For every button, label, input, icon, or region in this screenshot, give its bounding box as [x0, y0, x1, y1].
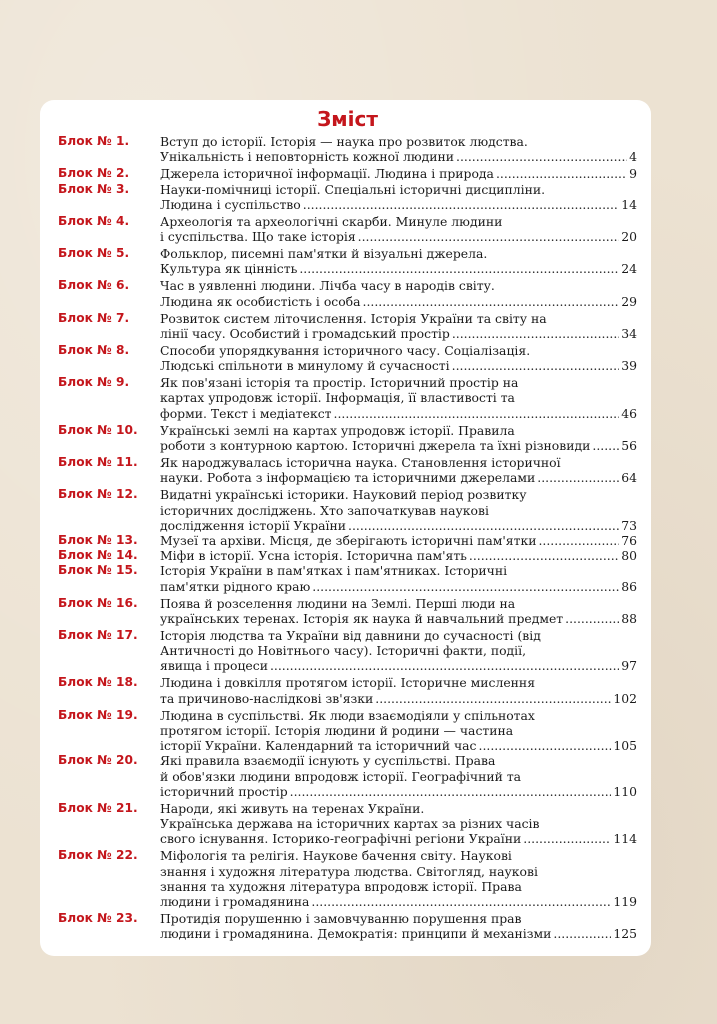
- toc-block-label: Блок № 16.: [58, 595, 138, 610]
- toc-entry-line-text: пам'ятки рідного краю: [160, 578, 311, 594]
- toc-entry-line: Як пов'язані історія та простір. Історичний простір на: [160, 375, 519, 391]
- toc-entry-line: знання та художня література впродовж історії. Права: [160, 878, 522, 894]
- toc-entry-last-line: [160, 438, 637, 453]
- toc-entry-line: Поява й розселення людини на Землі. Перші люди на: [160, 595, 516, 611]
- page-number: 110: [613, 783, 637, 799]
- toc-entry-text: [160, 246, 637, 276]
- toc-entry-line: Археологія та археологічні скарби. Минуле людини: [160, 213, 503, 229]
- toc-entry-line-text: Джерела історичної інформації. Людина і природа: [160, 166, 494, 182]
- toc-entry-text: [160, 801, 637, 847]
- toc-entry-line-text: Людина як особистість і особа: [160, 293, 361, 309]
- toc-entry-line: Історія України в пам'ятках і пам'ятниках. Історичні: [160, 563, 508, 579]
- toc-entry-line: Міфологія та релігія. Наукове бачення світу. Наукові: [160, 848, 512, 864]
- toc-entry-line-text: Людські спільноти в минулому й сучасності: [160, 358, 450, 374]
- toc-entry-text: [160, 911, 637, 941]
- toc-block-label: Блок № 22.: [58, 848, 138, 863]
- dot-leader: [538, 533, 619, 548]
- toc-block-label: Блок № 5.: [58, 246, 130, 261]
- page-number: 39: [621, 358, 637, 374]
- dot-leader: [311, 894, 611, 909]
- toc-entry: [58, 182, 637, 212]
- toc-entry-text: [160, 311, 637, 341]
- toc-entry-last-line: [160, 149, 637, 164]
- page-number: 34: [621, 325, 637, 341]
- toc-block-label: Блок № 11.: [58, 455, 138, 470]
- dot-leader: [363, 294, 620, 309]
- toc-block-label: Блок № 3.: [58, 181, 130, 196]
- toc-entry-line: історичних досліджень. Хто започаткував наукові: [160, 502, 489, 518]
- toc-entry: [58, 628, 637, 674]
- page-title: Зміст: [317, 107, 378, 131]
- toc-entry: [58, 563, 637, 593]
- toc-entry-line-text: історичний простір: [160, 783, 288, 799]
- toc-block-label: Блок № 4.: [58, 213, 130, 228]
- toc-entry: [58, 848, 637, 909]
- dot-leader: [348, 518, 619, 533]
- toc-entry-line-text: Культура як цінність: [160, 261, 298, 277]
- toc-entry-last-line: [160, 926, 637, 941]
- dot-leader: [565, 611, 619, 626]
- toc-block-label: Блок № 12.: [58, 487, 138, 502]
- toc-entry-text: [160, 487, 637, 533]
- toc-entry-last-line: [160, 548, 637, 563]
- toc-entry-line: протягом історії. Історія людини й родини — частина: [160, 722, 514, 738]
- toc-entry-last-line: [160, 261, 637, 276]
- toc-entry: [58, 801, 637, 847]
- toc-block-label: Блок № 19.: [58, 707, 138, 722]
- toc-block-label: Блок № 14.: [58, 548, 138, 563]
- toc-entry-line: Фольклор, писемні пам'ятки й візуальні джерела.: [160, 246, 488, 262]
- page-number: 119: [613, 894, 637, 909]
- toc-entry: [58, 343, 637, 373]
- page-number: 80: [621, 548, 637, 564]
- toc-entry-line: Людина і довкілля протягом історії. Історичне мислення: [160, 675, 536, 691]
- page-number: 64: [621, 470, 637, 486]
- page-number: 102: [613, 690, 637, 706]
- toc-entry: [58, 423, 637, 453]
- toc-entry-line-text: людини і громадянина. Демократія: принципи й механізми: [160, 926, 552, 942]
- toc-entry: [58, 246, 637, 276]
- toc-entry-line-text: і суспільства. Що таке історія: [160, 229, 356, 244]
- toc-entry-line: й обов'язки людини впродовж історії. Географічний та: [160, 768, 522, 784]
- toc-entry: [58, 753, 637, 799]
- page-number: 9: [629, 166, 637, 182]
- toc-entry-last-line: [160, 470, 637, 485]
- toc-block-label: Блок № 20.: [58, 753, 138, 768]
- toc-entry: [58, 214, 637, 244]
- toc-block-label: Блок № 8.: [58, 342, 130, 357]
- toc-block-label: Блок № 13.: [58, 532, 138, 547]
- dot-leader: [537, 470, 619, 485]
- dot-leader: [375, 691, 611, 706]
- toc-entry-line-text: явища і процеси: [160, 658, 268, 674]
- toc-entry: [58, 375, 637, 421]
- dot-leader: [452, 326, 619, 341]
- toc-block-label: Блок № 21.: [58, 800, 138, 815]
- toc-entry-last-line: [160, 197, 637, 212]
- page-number: 125: [613, 926, 637, 942]
- toc-list: [58, 134, 637, 942]
- toc-entry-last-line: [160, 691, 637, 706]
- toc-entry: [58, 911, 637, 941]
- toc-entry-line: Розвиток систем літочислення. Історія України та світу на: [160, 310, 547, 326]
- toc-entry-last-line: [160, 831, 637, 846]
- toc-entry-text: [160, 708, 637, 754]
- dot-leader: [303, 197, 619, 212]
- toc-entry-last-line: [160, 294, 637, 309]
- toc-entry: [58, 166, 637, 181]
- toc-entry-last-line: [160, 406, 637, 421]
- toc-entry: [58, 455, 637, 485]
- toc-entry-text: [160, 343, 637, 373]
- toc-entry-line: Час в уявленні людини. Лічба часу в народів світу.: [160, 278, 495, 294]
- page-number: 105: [613, 738, 637, 754]
- toc-block-label: Блок № 2.: [58, 166, 130, 181]
- toc-entry-last-line: [160, 326, 637, 341]
- toc-entry-text: [160, 423, 637, 453]
- dot-leader: [523, 831, 611, 846]
- toc-entry-last-line: [160, 166, 637, 181]
- toc-entry-text: [160, 278, 637, 308]
- page-number: 76: [621, 532, 637, 548]
- toc-entry: [58, 675, 637, 705]
- toc-entry-text: [160, 533, 637, 548]
- toc-entry-line-text: людини і громадянина: [160, 894, 310, 909]
- page-number: 73: [621, 517, 637, 533]
- dot-leader: [312, 579, 619, 594]
- toc-block-label: Блок № 6.: [58, 278, 130, 293]
- toc-entry-line: знання і художня література людства. Світогляд, наукові: [160, 863, 538, 879]
- dot-leader: [592, 438, 619, 453]
- toc-block-label: Блок № 1.: [58, 134, 130, 148]
- toc-entry-line: картах упродовж історії. Інформація, її властивості та: [160, 390, 515, 406]
- toc-entry-text: [160, 134, 637, 164]
- toc-entry-text: [160, 548, 637, 563]
- toc-entry-text: [160, 675, 637, 705]
- toc-entry-last-line: [160, 518, 637, 533]
- toc-entry: [58, 134, 637, 164]
- toc-entry-last-line: [160, 738, 637, 753]
- toc-entry-line: Як народжувалась історична наука. Становлення історичної: [160, 455, 561, 471]
- dot-leader: [456, 149, 627, 164]
- toc-entry-line-text: свого існування. Історико-географічні регіони України: [160, 831, 522, 847]
- page-number: 46: [621, 405, 637, 421]
- toc-entry-last-line: [160, 894, 637, 909]
- toc-entry-last-line: [160, 533, 637, 548]
- toc-entry-last-line: [160, 611, 637, 626]
- toc-entry-line: Способи упорядкування історичного часу. Соціалізація.: [160, 342, 531, 358]
- dot-leader: [479, 738, 612, 753]
- toc-entry-line: Вступ до історії. Історія — наука про розвиток людства.: [160, 134, 528, 149]
- toc-entry-text: [160, 214, 637, 244]
- toc-entry: [58, 487, 637, 533]
- toc-entry-line: Античності до Новітнього часу). Історичні факти, події,: [160, 643, 527, 659]
- toc-entry-last-line: [160, 579, 637, 594]
- dot-leader: [452, 358, 620, 373]
- toc-entry-line-text: науки. Робота з інформацією та історичними джерелами: [160, 470, 536, 486]
- toc-entry-line-text: історії України. Календарний та історичний час: [160, 738, 477, 754]
- toc-entry-text: [160, 848, 637, 909]
- toc-entry-line: Історія людства та України від давнини до сучасності (від: [160, 627, 541, 643]
- toc-entry-last-line: [160, 658, 637, 673]
- dot-leader: [496, 166, 627, 181]
- toc-entry-line-text: Музеї та архіви. Місця, де зберігають історичні пам'ятки: [160, 532, 537, 548]
- toc-entry-line-text: та причиново-наслідкові зв'язки: [160, 690, 374, 706]
- toc-entry-text: [160, 563, 637, 593]
- dot-leader: [358, 229, 620, 244]
- toc-entry-text: [160, 753, 637, 799]
- toc-entry-text: [160, 166, 637, 181]
- toc-block-label: Блок № 7.: [58, 310, 130, 325]
- toc-entry: [58, 708, 637, 754]
- toc-entry-line: Видатні українські історики. Науковий період розвитку: [160, 487, 527, 503]
- toc-entry-last-line: [160, 358, 637, 373]
- toc-block-label: Блок № 9.: [58, 375, 130, 390]
- toc-entry-text: [160, 182, 637, 212]
- page-number: 114: [613, 831, 637, 847]
- toc-entry-last-line: [160, 229, 637, 244]
- toc-entry-line-text: лінії часу. Особистий і громадський простір: [160, 325, 450, 341]
- page-number: 24: [621, 261, 637, 277]
- toc-entry-text: [160, 628, 637, 674]
- dot-leader: [290, 784, 612, 799]
- toc-entry-line-text: українських теренах. Історія як наука й навчальний предмет: [160, 610, 564, 626]
- toc-entry: [58, 311, 637, 341]
- toc-entry-line-text: роботи з контурною картою. Історичні джерела та їхні різновиди: [160, 437, 591, 453]
- toc-entry-line-text: Людина і суспільство: [160, 196, 301, 212]
- toc-entry-line: Протидія порушенню і замовчуванню порушення прав: [160, 911, 522, 927]
- page-number: 20: [621, 229, 637, 244]
- page-number: 97: [621, 658, 637, 674]
- toc-block-label: Блок № 15.: [58, 563, 138, 578]
- dot-leader: [334, 406, 620, 421]
- toc-entry-line: Українські землі на картах упродовж історії. Правила: [160, 422, 515, 438]
- toc-block-label: Блок № 18.: [58, 675, 138, 690]
- toc-entry-line-text: Унікальність і неповторність кожної людини: [160, 149, 455, 165]
- page-number: 29: [621, 293, 637, 309]
- toc-entry-line: Науки-помічниці історії. Спеціальні історичні дисципліни.: [160, 181, 546, 197]
- toc-entry-line-text: дослідження історії України: [160, 517, 347, 533]
- toc-entry-text: [160, 596, 637, 626]
- toc-entry-line: Людина в суспільстві. Як люди взаємодіяли у спільнотах: [160, 707, 535, 723]
- toc-block-label: Блок № 17.: [58, 627, 138, 642]
- toc-entry: [58, 278, 637, 308]
- page-number: 56: [621, 437, 637, 453]
- dot-leader: [469, 548, 619, 563]
- toc-entry-line: Які правила взаємодії існують у суспільстві. Права: [160, 753, 496, 769]
- toc-entry-line: Народи, які живуть на теренах України.: [160, 800, 425, 816]
- toc-block-label: Блок № 10.: [58, 422, 138, 437]
- page-number: 14: [621, 196, 637, 212]
- toc-entry-line-text: форми. Текст і медіатекст: [160, 405, 332, 421]
- dot-leader: [299, 261, 619, 276]
- toc-entry-text: [160, 455, 637, 485]
- dot-leader: [553, 926, 611, 941]
- toc-entry-line-text: Міфи в історії. Усна історія. Історична пам'ять: [160, 548, 467, 564]
- toc-entry-line: Українська держава на історичних картах за різних часів: [160, 816, 540, 832]
- dot-leader: [270, 658, 619, 673]
- table-of-contents: [40, 100, 651, 956]
- toc-entry: [58, 548, 637, 563]
- page-number: 88: [621, 610, 637, 626]
- toc-block-label: Блок № 23.: [58, 911, 138, 926]
- toc-entry: [58, 596, 637, 626]
- page-number: 86: [621, 578, 637, 594]
- page-number: 4: [629, 149, 637, 165]
- toc-entry-text: [160, 375, 637, 421]
- toc-entry-last-line: [160, 784, 637, 799]
- toc-entry: [58, 533, 637, 548]
